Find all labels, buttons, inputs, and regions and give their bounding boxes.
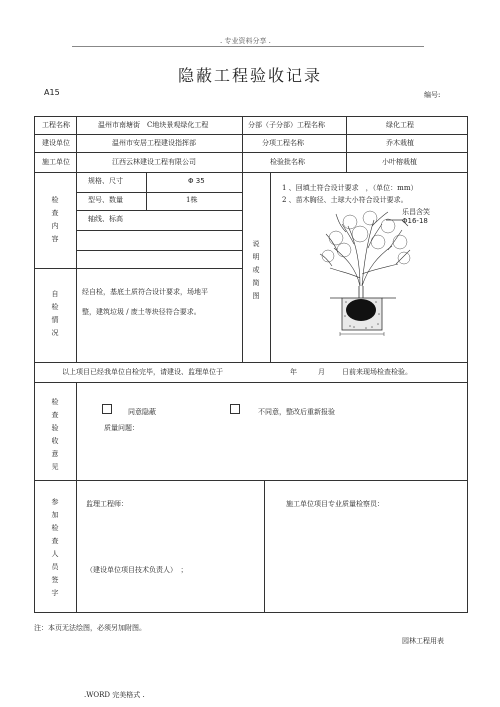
agree-label: 同意隐蔽 — [128, 408, 156, 416]
supervisor-signature-label[interactable]: 监理工程师： — [86, 500, 128, 508]
table-border-right — [467, 116, 468, 613]
serial-number-label: 编号: — [424, 91, 441, 99]
notice-text-part2: 日前来现场检查检验。 — [342, 368, 412, 376]
notice-text-part1: 以上项目已经我单位自检完毕，请建设、监理单位于 — [62, 368, 223, 376]
form-title: 隐蔽工程验收记录 — [177, 66, 322, 85]
table-border-bottom — [34, 612, 468, 613]
model-quantity-value: 1株 — [186, 196, 198, 204]
spec-size-value: Φ 35 — [188, 177, 205, 185]
row-divider — [76, 230, 242, 231]
col-divider — [76, 172, 77, 362]
diagram-note-1: 1 、回填土符合设计要求 ，（单位：mm） — [282, 184, 418, 192]
disagree-checkbox[interactable] — [230, 404, 240, 414]
opinion-side-label: 检查验收意见 — [51, 398, 59, 471]
diagram-note-2: 2 、苗木胸径、土球大小符合设计要求。 — [282, 196, 408, 204]
tree-planting-diagram — [316, 208, 416, 348]
col-divider — [146, 172, 147, 192]
contractor-unit-label: 施工单位 — [42, 158, 70, 166]
batch-name-label: 检验批名称 — [270, 158, 305, 166]
builder-unit-label: 建设单位 — [42, 139, 70, 147]
check-content-side-label: 检查内容 — [51, 196, 59, 243]
diagram-side-label: 说明或简图 — [252, 240, 260, 300]
row-divider — [34, 152, 468, 153]
plant-spec: Φ16-18 — [402, 217, 428, 225]
subdivision-name-value: 绿化工程 — [386, 121, 414, 129]
form-code: A15 — [44, 88, 60, 97]
inspector-signature-label[interactable]: 施工单位项目专业质量检察员： — [286, 500, 384, 508]
agree-checkbox[interactable] — [102, 404, 112, 414]
dimension-line — [340, 332, 384, 336]
disagree-label: 不同意，整改后重新报验 — [258, 408, 335, 416]
notice-year-label: 年 — [290, 368, 297, 376]
row-divider — [76, 192, 242, 193]
row-divider — [34, 480, 468, 481]
row-divider — [34, 268, 242, 269]
contractor-unit-value: 江西云林建设工程有限公司 — [112, 158, 196, 166]
col-divider — [264, 480, 265, 612]
model-quantity-label: 型号、数量 — [88, 196, 123, 204]
notice-month-label: 月 — [318, 368, 325, 376]
col-divider — [242, 116, 243, 362]
col-divider — [76, 116, 77, 172]
project-name-value: 温州市南塘街 C地块景观绿化工程 — [98, 121, 209, 129]
col-divider — [270, 172, 271, 362]
participants-side-label: 参加检查人员签字 — [51, 498, 59, 597]
self-check-text-line2: 整，建筑垃圾 / 废土等块径符合要求。 — [82, 308, 201, 316]
item-name-value: 乔木栽植 — [386, 139, 414, 147]
spec-size-label: 规格、尺寸 — [88, 177, 123, 185]
axis-elevation-label: 轴线、标高 — [88, 215, 123, 223]
row-divider — [34, 362, 468, 363]
row-divider — [34, 172, 468, 173]
plant-caption: 乐昌含笑 — [402, 208, 430, 216]
project-name-label: 工程名称 — [42, 121, 70, 129]
subdivision-name-label: 分部（子分部）工程名称 — [248, 121, 325, 129]
self-check-text-line1: 经自检，基底土质符合设计要求，场地平 — [82, 288, 208, 296]
footer-bottom-watermark: .WORD 完美格式 . — [84, 691, 145, 699]
col-divider — [146, 192, 147, 210]
footer-note: 注：本页无法绘图，必须另加附图。 — [34, 624, 146, 632]
builder-unit-value: 温州市安居工程建设指挥部 — [112, 139, 196, 147]
footer-form-type: 园林工程用表 — [402, 637, 444, 645]
table-border-left — [34, 116, 35, 613]
col-divider — [76, 382, 77, 612]
header-divider — [72, 46, 424, 47]
batch-name-value: 小叶榕栽植 — [382, 158, 417, 166]
page-header-watermark: . 专业资料分享 . — [220, 37, 271, 45]
row-divider — [76, 250, 242, 251]
self-check-side-label: 自检情况 — [51, 290, 59, 337]
owner-signature-label[interactable]: （建设单位项目技术负责人） ； — [86, 566, 188, 574]
row-divider — [76, 210, 242, 211]
row-divider — [34, 134, 468, 135]
col-divider — [346, 116, 347, 172]
leader-line — [386, 220, 408, 226]
item-name-label: 分项工程名称 — [262, 139, 304, 147]
row-divider — [34, 382, 468, 383]
root-ball — [346, 299, 376, 321]
quality-issue-label: 质量问题： — [104, 424, 139, 432]
table-border-top — [34, 116, 468, 117]
